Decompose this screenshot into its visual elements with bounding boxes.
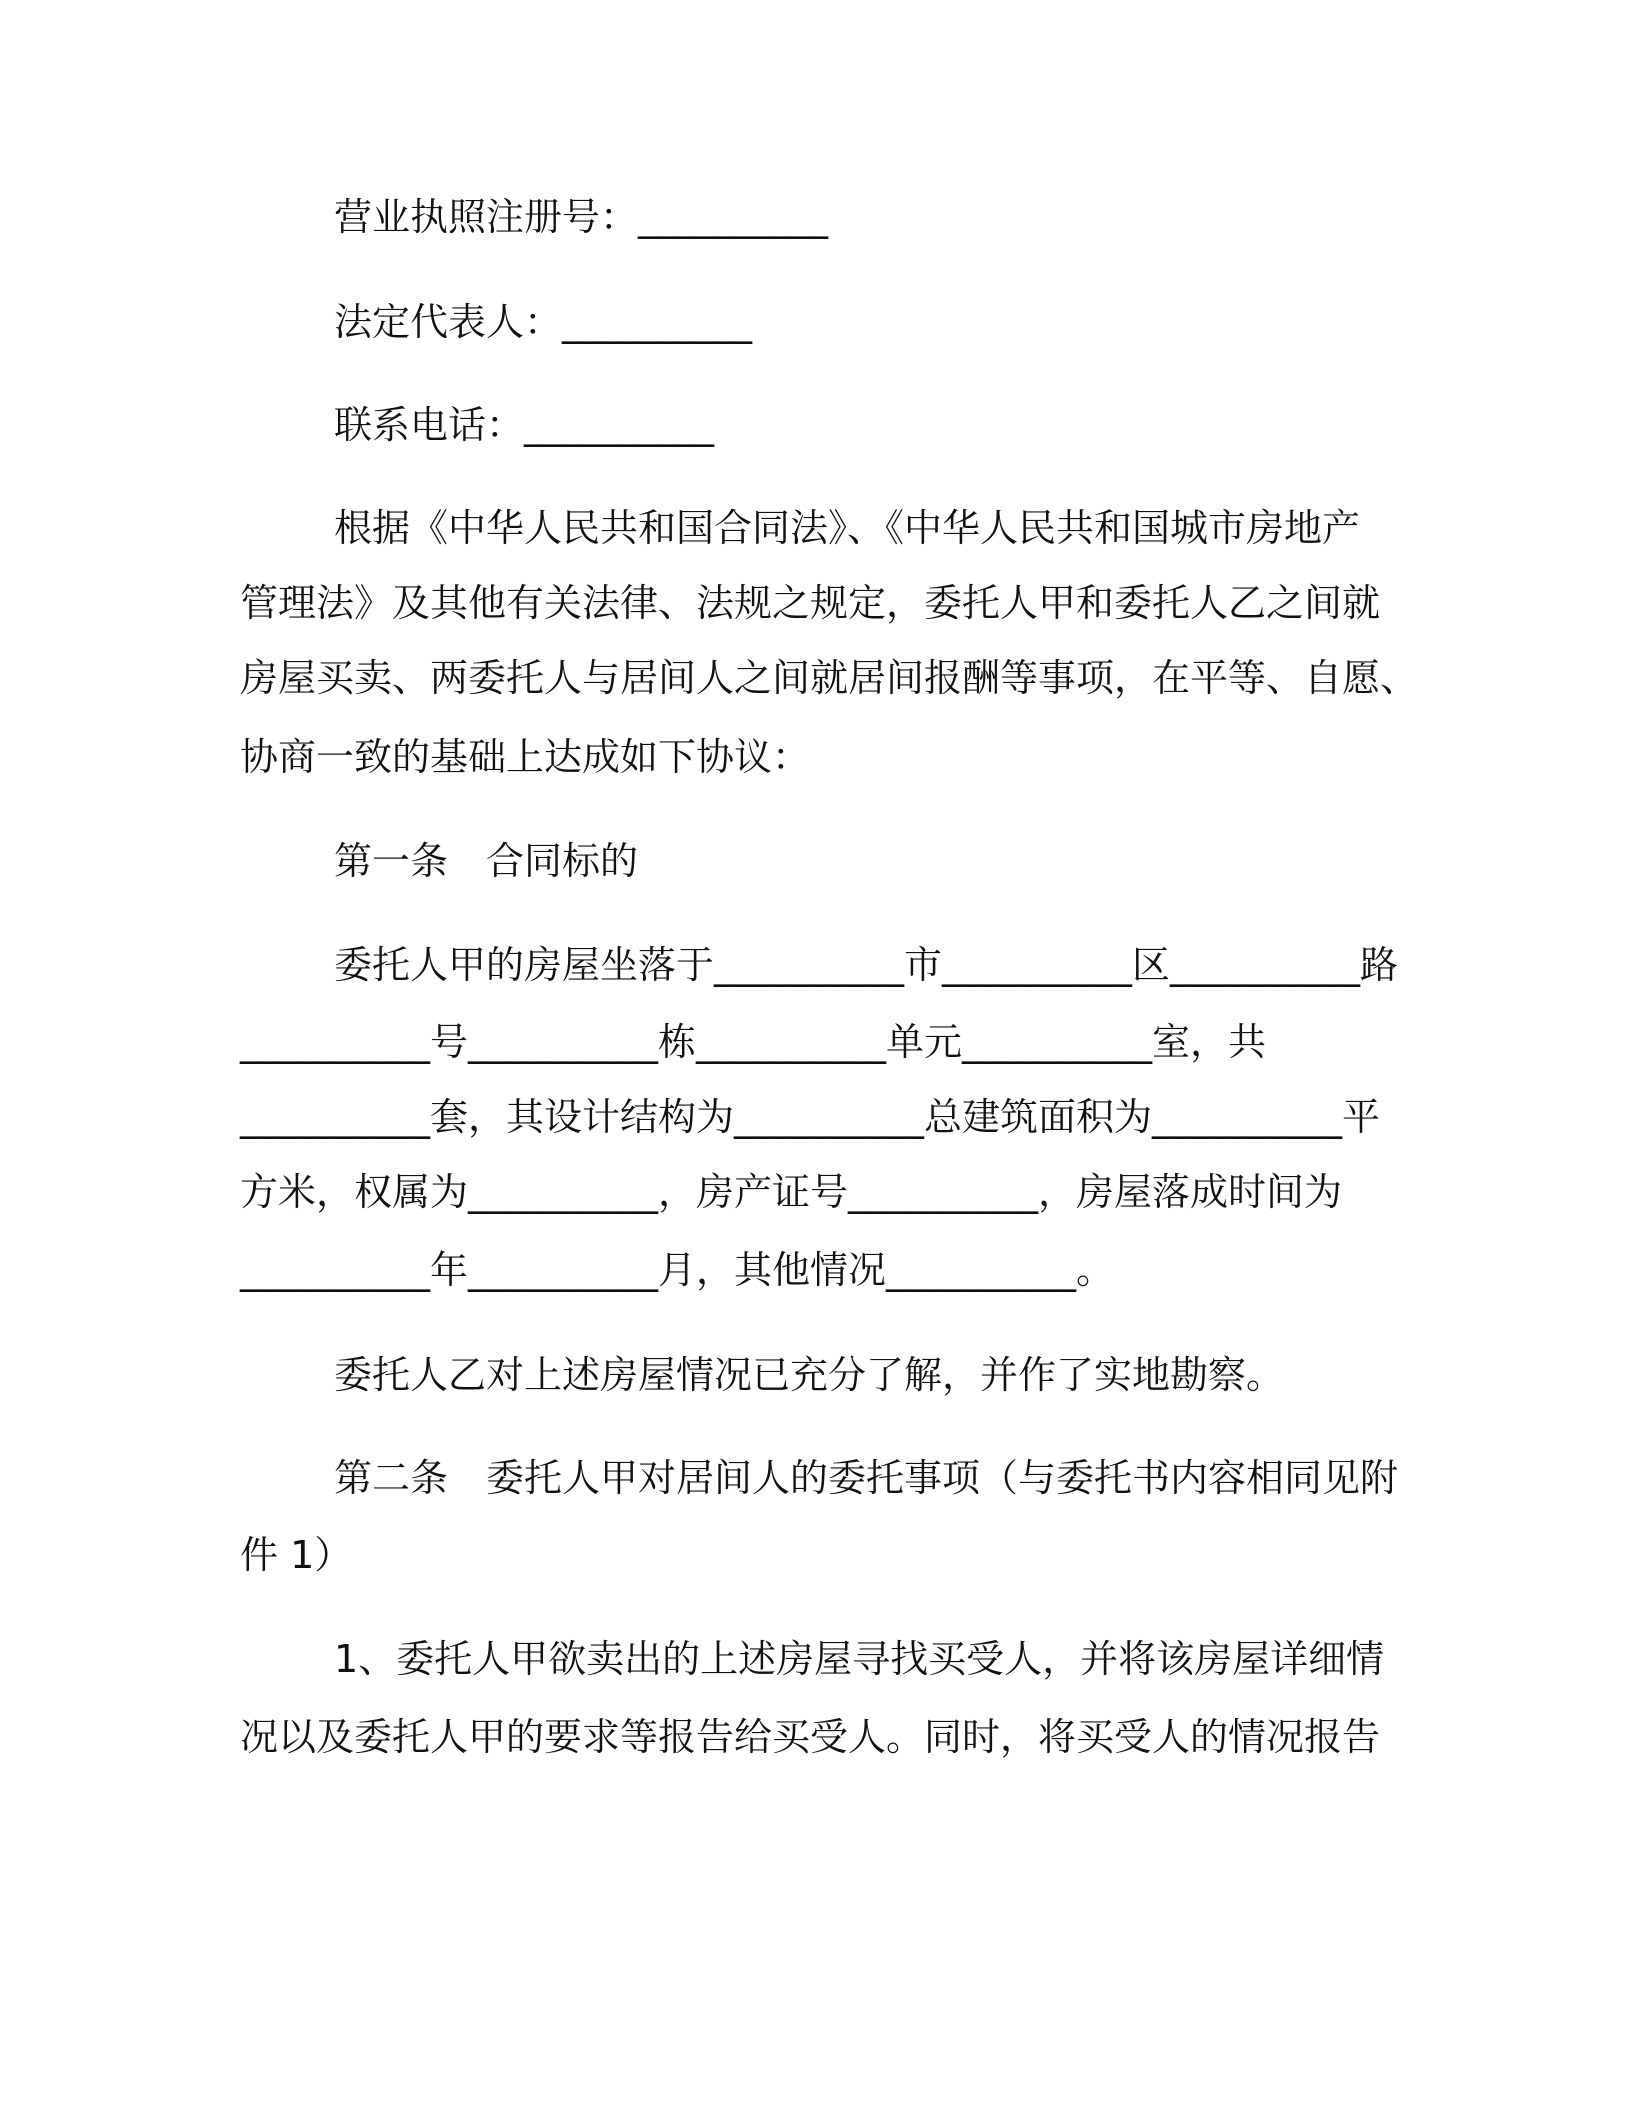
property-line-3: __________套，其设计结构为__________总建筑面积为__________平	[240, 1095, 1381, 1139]
preamble-line-1: 根据《中华人民共和国合同法》、《中华人民共和国城市房地产	[334, 506, 1361, 550]
preamble-line-3: 房屋买卖、两委托人与居间人之间就居间报酬等事项，在平等、自愿、	[240, 656, 1419, 700]
business-license-line: 营业执照注册号：__________	[334, 195, 829, 239]
article-1-heading: 第一条 合同标的	[334, 839, 639, 883]
preamble-line-4: 协商一致的基础上达成如下协议：	[240, 735, 811, 779]
legal-representative-line: 法定代表人：__________	[334, 300, 753, 344]
inspection-line: 委托人乙对上述房屋情况已充分了解，并作了实地勘察。	[334, 1353, 1285, 1397]
property-line-2: __________号__________栋__________单元__________室，共	[240, 1020, 1267, 1064]
item-1-line-1: 1、委托人甲欲卖出的上述房屋寻找买受人，并将该房屋详细情	[334, 1637, 1385, 1681]
preamble-line-2: 管理法》及其他有关法律、法规之规定，委托人甲和委托人乙之间就	[240, 581, 1381, 625]
article-2-heading-line-1: 第二条 委托人甲对居间人的委托事项（与委托书内容相同见附	[334, 1456, 1399, 1500]
article-2-heading-line-2: 件 1）	[240, 1533, 353, 1577]
property-line-1: 委托人甲的房屋坐落于__________市__________区__________路	[334, 943, 1399, 987]
phone-line: 联系电话：__________	[334, 403, 715, 447]
property-line-5: __________年__________月，其他情况__________。	[240, 1248, 1115, 1292]
property-line-4: 方米，权属为__________，房产证号__________，房屋落成时间为	[240, 1170, 1343, 1214]
item-1-line-2: 况以及委托人甲的要求等报告给买受人。同时，将买受人的情况报告	[240, 1715, 1381, 1759]
